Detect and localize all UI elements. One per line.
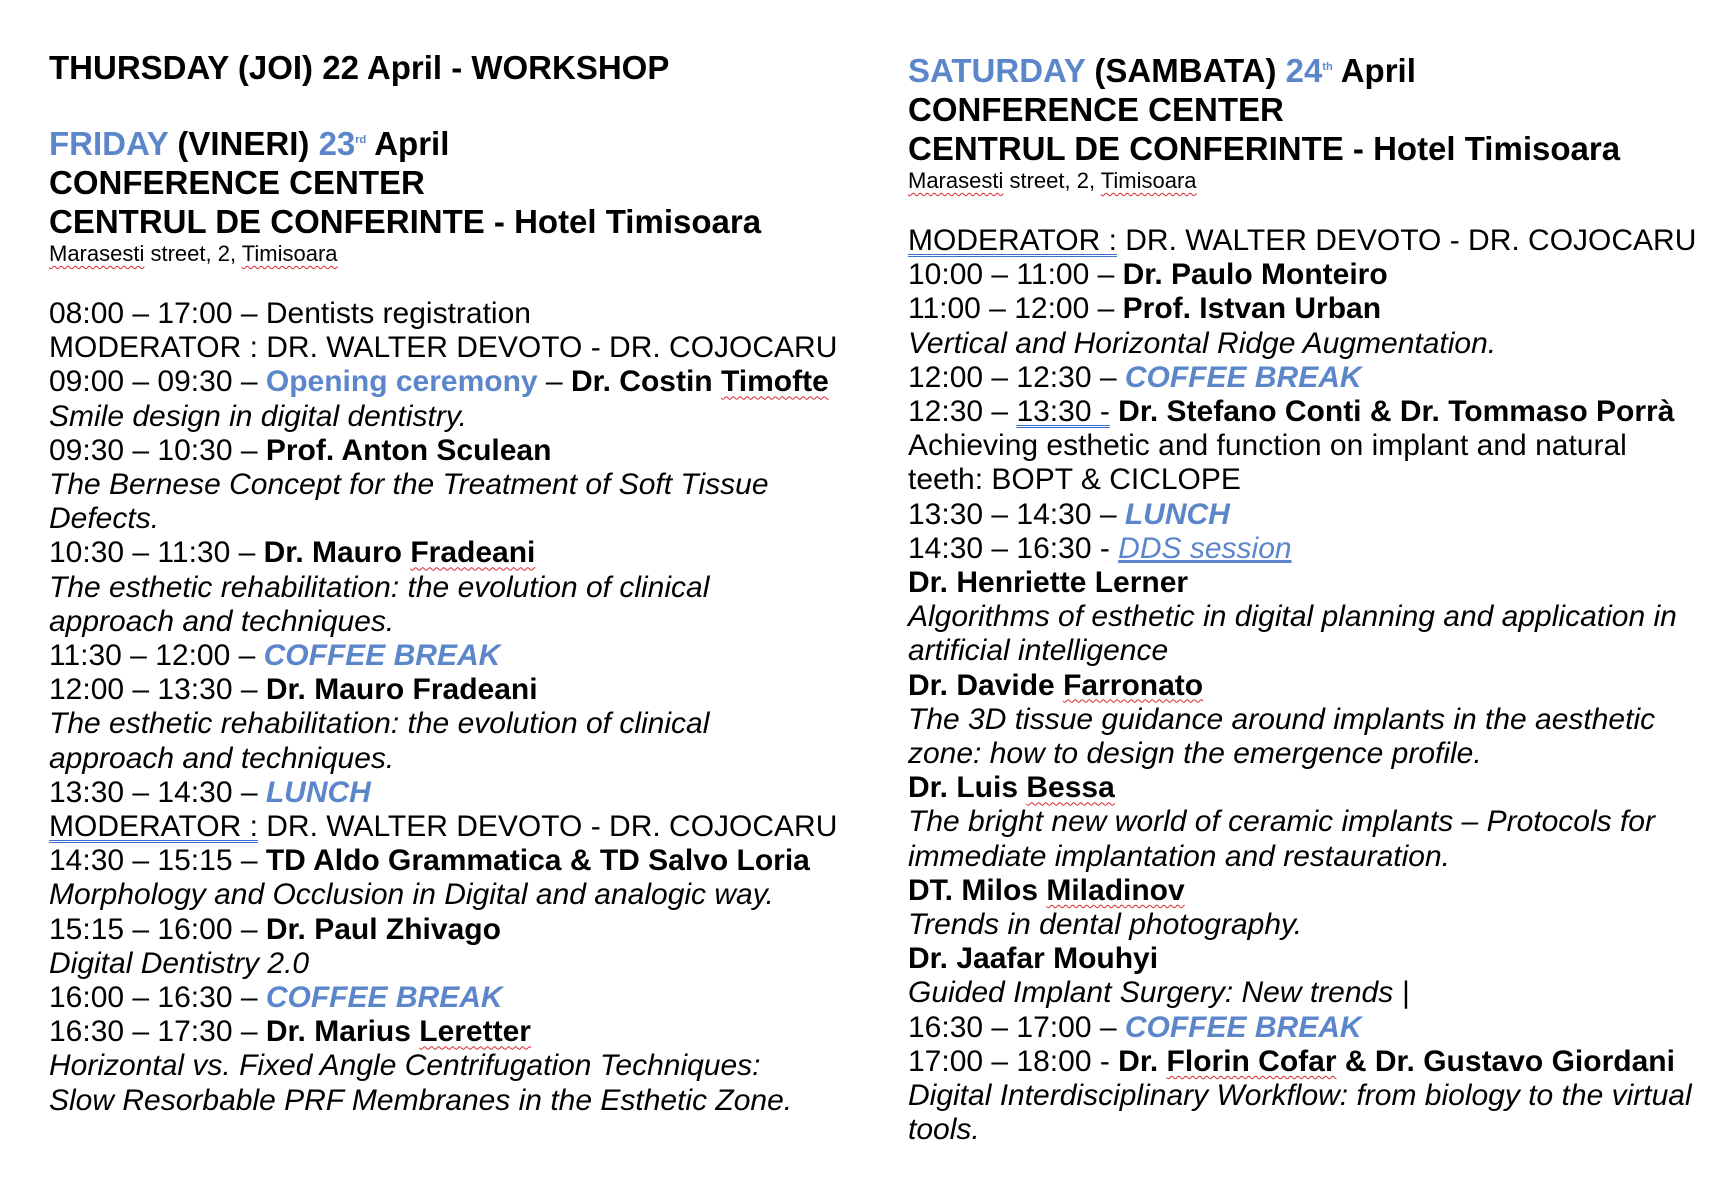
session-time: 17:00 – 18:00 - (908, 1044, 1119, 1078)
speaker-surname: Fradeani (410, 536, 536, 570)
saturday-venue-ro-main: CENTRUL DE CONFERINTE (908, 130, 1344, 167)
saturday-session-4 (908, 395, 1708, 429)
saturday-venue-ro (908, 129, 1708, 168)
right-column (908, 48, 1708, 1147)
friday-session-5-title-line2: approach and techniques. (49, 741, 395, 775)
speaker-name: Dr. Marius (265, 1015, 420, 1049)
session-time: 10:30 – 11:30 – (49, 536, 264, 570)
friday-session-2 (49, 434, 869, 468)
saturday-session-2 (908, 292, 1708, 326)
session-time: 16:00 – 16:30 – (49, 981, 266, 1015)
speaker-surname: Miladinov (1046, 873, 1185, 907)
saturday-address (908, 168, 1708, 194)
opening-ceremony: Opening ceremony (265, 365, 538, 399)
speaker-name: Prof. Istvan Urban (1122, 292, 1382, 326)
friday-moderator-2 (49, 810, 869, 844)
saturday-venue-hotel: - Hotel Timisoara (1343, 130, 1621, 167)
saturday-panelist-2-title-line1: The 3D tissue guidance around implants in the aesthetic (908, 702, 1656, 736)
friday-ro: (VINERI) (168, 125, 319, 162)
friday-venue-ro (49, 202, 869, 241)
lunch-label: LUNCH (1124, 497, 1230, 531)
friday-venue-hotel: - Hotel Timisoara (484, 203, 762, 240)
session-time: 13:30 – 14:30 – (49, 775, 266, 809)
session-time: 09:30 – 10:30 – (49, 433, 266, 467)
speaker-name: Dr. Paulo Monteiro (1122, 258, 1388, 292)
saturday-panelist-1: Dr. Henriette Lerner (908, 566, 1189, 600)
saturday-ro: (SAMBATA) (1085, 52, 1286, 89)
session-time: 11:00 – 12:00 – (908, 292, 1123, 326)
friday-session-3-title-line2: approach and techniques. (49, 604, 395, 638)
friday-address (49, 241, 869, 267)
saturday-session-1 (908, 258, 1708, 292)
coffee-break-label: COFFEE BREAK (263, 639, 501, 673)
saturday-panelist-3-title-line1: The bright new world of ceramic implants – Protocols for (908, 805, 1655, 839)
friday-registration: 08:00 – 17:00 – Dentists registration (49, 297, 531, 330)
thursday-heading: THURSDAY (JOI) 22 April - WORKSHOP (49, 49, 670, 86)
friday-date-suffix: rd (355, 134, 367, 146)
session-time: 16:30 – 17:30 – (49, 1015, 266, 1049)
saturday-day: SATURDAY (908, 52, 1086, 89)
saturday-coffee-break-1 (908, 361, 1708, 395)
moderator-label: MODERATOR : (908, 224, 1117, 257)
session-dash: – (537, 365, 571, 399)
friday-coffee-break-2 (49, 981, 869, 1015)
friday-session-5 (49, 673, 869, 707)
saturday-panelist-1-title-line1: Algorithms of esthetic in digital planning and application in (908, 600, 1677, 634)
coffee-break-label: COFFEE BREAK (1124, 360, 1362, 394)
saturday-panelist-1-title-line2: artificial intelligence (908, 634, 1169, 668)
speaker-name: Dr. Mauro (263, 536, 411, 570)
friday-session-2-title-line1: The Bernese Concept for the Treatment of Soft Tissue (49, 468, 769, 502)
speaker-name: DT. Milos (908, 873, 1047, 907)
speaker-name: Dr. Mauro Fradeani (265, 673, 538, 707)
session-time: 12:30 – (908, 395, 1017, 429)
saturday-session-2-title: Vertical and Horizontal Ridge Augmentation. (908, 326, 1497, 360)
speaker-name-marked: Florin Cofar (1166, 1044, 1337, 1078)
saturday-address-mid: street, 2, (1003, 168, 1101, 193)
friday-month: April (366, 125, 450, 162)
friday-day: FRIDAY (49, 125, 169, 162)
moderator-names: DR. WALTER DEVOTO - DR. COJOCARU (257, 810, 838, 844)
session-time: 09:00 – 09:30 – (49, 365, 266, 399)
friday-address-city: Timisoara (241, 241, 338, 266)
session-time: 16:30 – 17:00 – (908, 1010, 1125, 1044)
friday-venue-ro-main: CENTRUL DE CONFERINTE (49, 203, 485, 240)
left-column (49, 48, 869, 1118)
friday-lunch (49, 776, 869, 810)
friday-session-8 (49, 913, 869, 947)
friday-heading (49, 121, 869, 163)
coffee-break-label: COFFEE BREAK (1124, 1010, 1362, 1044)
lunch-label: LUNCH (265, 775, 371, 809)
saturday-session-4-title-line2: teeth: BOPT & CICLOPE (908, 463, 1241, 497)
dds-session-link[interactable]: DDS session (1118, 531, 1292, 565)
saturday-coffee-break-2 (908, 1011, 1708, 1045)
speaker-name: Dr. (1118, 1044, 1167, 1078)
speaker-name: Dr. Costin (570, 365, 721, 399)
saturday-session-8 (908, 1045, 1708, 1079)
saturday-panelist-4 (908, 874, 1708, 908)
saturday-panelist-5-title: Guided Implant Surgery: New trends | (908, 976, 1410, 1010)
speaker-surname: Leretter (419, 1015, 531, 1049)
session-time: 10:00 – 11:00 – (908, 258, 1123, 292)
friday-session-10-title-line2: Slow Resorbable PRF Membranes in the Esthetic Zone. (49, 1083, 793, 1117)
friday-session-5-title-line1: The esthetic rehabilitation: the evolution of clinical (49, 707, 710, 741)
saturday-panelist-2 (908, 669, 1708, 703)
session-time: 11:30 – 12:00 – (49, 639, 264, 673)
session-time: 12:00 – 12:30 – (908, 360, 1125, 394)
saturday-panelist-5: Dr. Jaafar Mouhyi (908, 942, 1159, 976)
saturday-month: April (1332, 52, 1416, 89)
speaker-surname: Farronato (1063, 668, 1204, 702)
friday-date-number: 23 (318, 125, 356, 162)
session-time: 14:30 – 16:30 - (908, 531, 1119, 565)
speaker-surname: Bessa (1026, 771, 1115, 805)
speaker-name: Dr. Luis (908, 771, 1027, 805)
friday-session-10 (49, 1015, 869, 1049)
speaker-name: Dr. Stefano Conti & Dr. Tommaso Porrà (1109, 395, 1675, 429)
saturday-heading (908, 48, 1708, 90)
saturday-panelist-2-title-line2: zone: how to design the emergence profile. (908, 737, 1482, 771)
saturday-date-suffix: th (1322, 61, 1333, 73)
friday-coffee-break-1 (49, 639, 869, 673)
friday-session-1-title: Smile design in digital dentistry. (49, 399, 467, 433)
friday-moderator: MODERATOR : DR. WALTER DEVOTO - DR. COJOCARU (49, 331, 838, 365)
session-end-time: 13:30 - (1016, 395, 1110, 429)
moderator-label: MODERATOR : (49, 810, 258, 844)
friday-venue-en: CONFERENCE CENTER (49, 164, 425, 201)
friday-session-7-title: Morphology and Occlusion in Digital and analogic way. (49, 878, 774, 912)
session-time: 15:15 – 16:00 – (49, 912, 266, 946)
saturday-panelist-4-title: Trends in dental photography. (908, 908, 1303, 942)
friday-session-10-title-line1: Horizontal vs. Fixed Angle Centrifugation Techniques: (49, 1049, 761, 1083)
friday-address-street: Marasesti (49, 241, 145, 266)
coffee-break-label: COFFEE BREAK (265, 981, 503, 1015)
speaker-surname: Timofte (720, 365, 829, 399)
saturday-date-number: 24 (1285, 52, 1323, 89)
speaker-name: Dr. Paul Zhivago (265, 912, 501, 946)
saturday-lunch (908, 498, 1708, 532)
friday-session-3-title-line1: The esthetic rehabilitation: the evolution of clinical (49, 570, 710, 604)
saturday-panelist-3 (908, 771, 1708, 805)
saturday-panelist-3-title-line2: immediate implantation and restauration. (908, 839, 1450, 873)
saturday-dds-session (908, 532, 1708, 566)
friday-session-8-title: Digital Dentistry 2.0 (49, 946, 310, 980)
speaker-name: Prof. Anton Sculean (265, 433, 552, 467)
speaker-name: TD Aldo Grammatica & TD Salvo Loria (265, 844, 810, 878)
speaker-name: Dr. Davide (908, 668, 1064, 702)
friday-session-7 (49, 844, 869, 878)
saturday-moderator (908, 224, 1708, 258)
speaker-name-rest: & Dr. Gustavo Giordani (1336, 1044, 1675, 1078)
friday-address-mid: street, 2, (144, 241, 242, 266)
session-time: 13:30 – 14:30 – (908, 497, 1125, 531)
session-time: 12:00 – 13:30 – (49, 673, 266, 707)
saturday-session-8-title-line2: tools. (908, 1113, 980, 1147)
saturday-venue-en: CONFERENCE CENTER (908, 91, 1284, 128)
friday-session-2-title-line2: Defects. (49, 502, 160, 536)
moderator-names: DR. WALTER DEVOTO - DR. COJOCARU (1116, 224, 1697, 257)
saturday-session-8-title-line1: Digital Interdisciplinary Workflow: from biology to the virtual (908, 1079, 1692, 1113)
friday-session-1 (49, 365, 869, 399)
saturday-address-city: Timisoara (1100, 168, 1197, 193)
saturday-address-street: Marasesti (908, 168, 1004, 193)
friday-session-3 (49, 536, 869, 570)
session-time: 14:30 – 15:15 – (49, 844, 266, 878)
saturday-session-4-title-line1: Achieving esthetic and function on implant and natural (908, 429, 1627, 463)
